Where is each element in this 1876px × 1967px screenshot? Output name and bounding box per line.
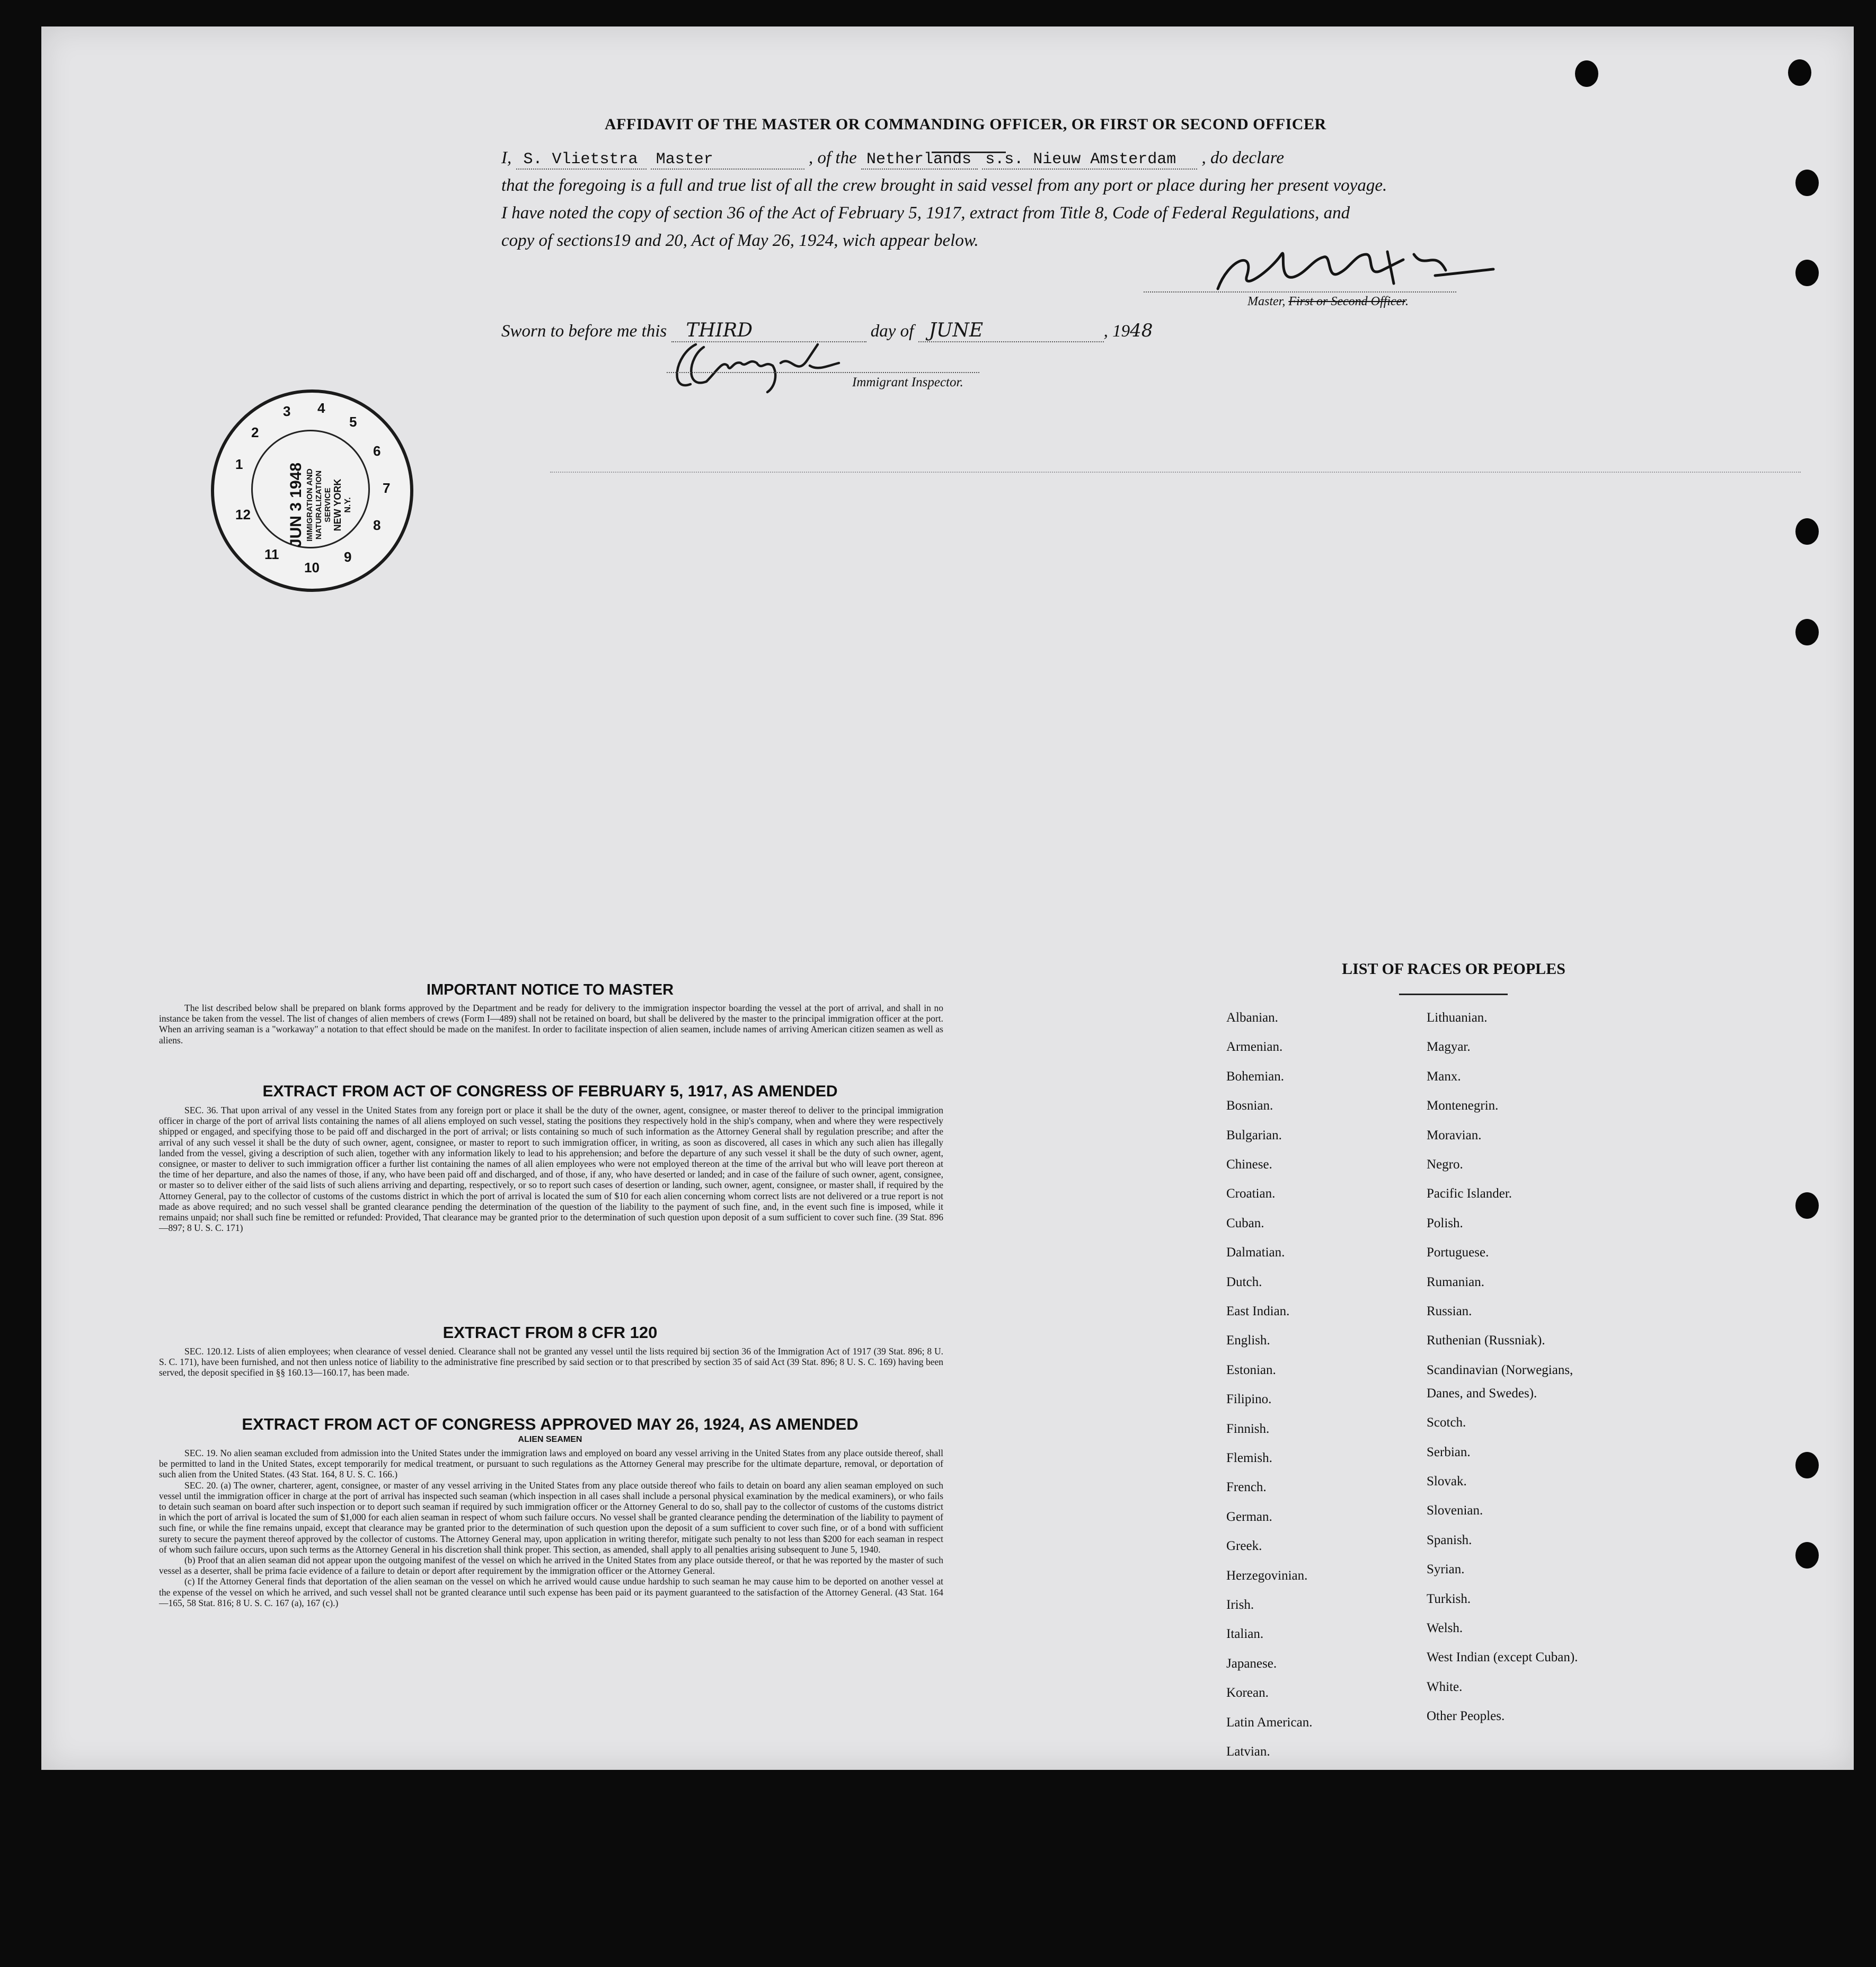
- signature-dotted-line: [1144, 291, 1456, 293]
- race-item: Latin American.: [1226, 1715, 1313, 1730]
- sworn-year-sep: , 19: [1103, 322, 1130, 341]
- caption-struck: First or Second Officer: [1288, 295, 1405, 308]
- sworn-year: 48: [1130, 320, 1153, 341]
- race-item: East Indian.: [1226, 1304, 1290, 1318]
- race-item: Slovenian.: [1427, 1503, 1483, 1518]
- stamp-number: 4: [317, 400, 325, 416]
- race-item: Welsh.: [1427, 1621, 1463, 1635]
- affidavit-line-3: I have noted the copy of section 36 of the Act of February 5, 1917, extract from Title 8, Code of Federal Regulations, and: [501, 203, 1350, 223]
- race-item: French.: [1226, 1480, 1267, 1495]
- notice-title: IMPORTANT NOTICE TO MASTER: [426, 981, 674, 998]
- race-item: Negro.: [1427, 1157, 1463, 1172]
- race-item: Bulgarian.: [1226, 1128, 1282, 1142]
- extract-1924-paragraph: (b) Proof that an alien seaman did not appear upon the outgoing manifest of the vessel on which he arrived in the United States from any place outside thereof, or that he was reported by the master of such vessel as a deserter, shall be prima facie evidence of a failure to detain or deport after requirement by the immigration officer or the Attorney General.: [159, 1555, 943, 1576]
- race-item: Irish.: [1226, 1598, 1254, 1612]
- extract-1924-paragraph: SEC. 20. (a) The owner, charterer, agent, consignee, or master of any vessel arriving in the United States from any place outside thereof who fails to detain on board any alien seaman employed on such vessel until the immigration officer in charge at the port of arrival has inspected such seaman (which inspection in all cases shall include a personal physical examination by the medical examiners), or who fails to detain such seaman on board after such inspection or to deport such seaman if required by such immigration officer or the Attorney General to do so, shall pay to the collector of customs of the customs district in which the port of arrival is located the sum of $1,000 for each alien seaman in respect of whom such failure occurs. No vessel shall be granted clearance pending the determination of the liability to payment of such fine, or while the fine remains unpaid, except that clearance may be granted prior to the determination of such question upon the deposit of a sum sufficient to cover such fine, or of a bond with sufficient surety to secure the payment thereof approved by the collector of customs. The Attorney General may, upon application in writing therefor, mitigate such penalty to not less than $200 for each seaman in respect of whom such failure occurs, upon such terms as the Attorney General in his discretion shall think proper. This section, as amended, shall apply to all penalties arising subsequent to June 5, 1940.: [159, 1479, 943, 1555]
- binder-hole: [1788, 59, 1811, 86]
- race-item: Albanian.: [1226, 1011, 1278, 1025]
- stamp-agency-2: NATURALIZATION: [314, 470, 323, 540]
- stamp-number: 1: [235, 456, 243, 472]
- faint-rule: [550, 472, 1801, 473]
- sworn-day-of: day of: [870, 322, 914, 341]
- affidavit-prefix: I,: [501, 148, 512, 167]
- binder-hole: [1795, 518, 1819, 545]
- vessel-name-field: s.s. Nieuw Amsterdam: [982, 150, 1197, 170]
- race-item: Spanish.: [1427, 1532, 1472, 1547]
- sworn-month-field: JUNE: [918, 320, 1104, 342]
- inspector-dotted-line: [667, 372, 979, 373]
- binder-hole: [1795, 170, 1819, 196]
- stamp-city: NEW YORK: [332, 479, 343, 531]
- race-item: Danes, and Swedes).: [1427, 1386, 1537, 1401]
- binder-hole: [1795, 619, 1819, 645]
- binder-hole: [1795, 1192, 1819, 1219]
- race-item: Armenian.: [1226, 1040, 1283, 1055]
- race-item: Other Peoples.: [1427, 1709, 1505, 1724]
- inspector-signature: [659, 334, 849, 397]
- race-item: Dutch.: [1226, 1274, 1262, 1289]
- race-item: Moravian.: [1427, 1128, 1482, 1142]
- caption-end: .: [1405, 295, 1409, 308]
- race-item: Magyar.: [1427, 1040, 1471, 1055]
- race-item: Ruthenian (Russniak).: [1427, 1333, 1545, 1348]
- race-item: Russian.: [1427, 1304, 1472, 1318]
- caption-master: Master,: [1247, 295, 1286, 308]
- notice-paragraph: The list described below shall be prepared on blank forms approved by the Department and be ready for delivery to the immigration inspector boarding the vessel at the port of arrival, and shall in no instance be taken from the vessel. The list of changes of alien members of crews (Form I—489) shall not be retained on board, but shall be delivered by the master to the principal immigration officer at the port. When an arriving seaman is a "workaway" a notation to that effect should be made on the manifest. In order to facilitate inspection of alien seamen, include names of arriving American citizen seamen as well as aliens.: [159, 1003, 943, 1045]
- race-item: Latvian.: [1226, 1744, 1270, 1759]
- affidavit-of-the: , of the: [809, 148, 857, 167]
- binder-hole: [1795, 1452, 1819, 1478]
- stamp-number: 9: [344, 549, 352, 565]
- race-item: Chinese.: [1226, 1157, 1272, 1172]
- affidavit-line-4: copy of sections19 and 20, Act of May 26, 1924, wich appear below.: [501, 231, 979, 250]
- stamp-number: 7: [383, 480, 391, 496]
- stamp-date: JUN 3 1948: [287, 462, 305, 548]
- extract-1917-paragraph: SEC. 36. That upon arrival of any vessel in the United States from any foreign port or place it shall be the duty of the owner, agent, consignee, or master thereof to deliver to the principal immigration officer in charge of the port of arrival lists containing the names of all aliens employed on such vessel, stating the positions they respectively hold in the ship's company, when and where they were respectively shipped or engaged, and specifying those to be paid off and discharged in the port of arrival; or lists containing so much of such information as the Attorney General shall by regulation prescribe; and after the arrival of any such vessel it shall be the duty of such owner, agent, consignee, or master to report to such immigration officer, in writing, as soon as discovered, all cases in which any such alien has illegally landed from the vessel, giving a description of such alien, together with any information likely to lead to his apprehension; and before the departure of any such vessel it shall be the duty of such owner, agent, consignee, or master to deliver to such immigration officer a further list containing the names of all alien employees who were not employed thereon at the time of the arrival but who will leave port thereon at the time of her departure, and also the names of those, if any, who have been paid off and discharged, and of those, if any, who have deserted or landed; and in case of the failure of such owner, agent, consignee, or master so to deliver either of the said lists of such aliens arriving and departing, respectively, or so to report such cases of desertion or landing, such owner, agent, consignee, or master shall, if required by the Attorney General, pay to the collector of customs of the customs district in which the port of arrival is located the sum of $10 for each alien concerning whom correct lists are not delivered or a true report is not made as above required; and no such vessel shall be granted clearance pending the determination of the question of the liability to the payment of such fine, and, in the event such fine is imposed, while it remains unpaid; nor shall such fine be remitted or refunded: Provided, That clearance may be granted prior to the determination of such question upon deposit of a sum sufficient to cover such fine. (39 Stat. 896—897; 8 U. S. C. 171): [159, 1105, 943, 1234]
- race-item: Bohemian.: [1226, 1069, 1285, 1084]
- binder-hole: [1795, 260, 1819, 286]
- race-item: Syrian.: [1427, 1562, 1465, 1577]
- stamp-state: N.Y.: [343, 497, 352, 513]
- race-item: Turkish.: [1427, 1591, 1471, 1606]
- race-item: Croatian.: [1226, 1186, 1276, 1201]
- stamp-number: 10: [304, 560, 320, 575]
- stamp-number: 12: [235, 507, 251, 522]
- race-item: Italian.: [1226, 1627, 1264, 1642]
- extract-1924-paragraph: (c) If the Attorney General finds that deportation of the alien seaman on the vessel on which he arrived would cause undue hardship to such seaman he may cause him to be deported on another vessel at the expense of the vessel on which he arrived, and such vessel shall not be granted clearance until such expense has been paid or its payment guaranteed to the satisfaction of the Attorney General. (43 Stat. 164—165, 58 Stat. 816; 8 U. S. C. 167 (a), 167 (c).): [159, 1576, 943, 1608]
- race-item: Montenegrin.: [1427, 1098, 1499, 1113]
- race-item: Portuguese.: [1427, 1245, 1489, 1260]
- extract-1924-title: EXTRACT FROM ACT OF CONGRESS APPROVED MAY 26, 1924, AS AMENDED: [242, 1415, 859, 1433]
- binder-hole: [1795, 1542, 1819, 1569]
- race-item: Finnish.: [1226, 1421, 1270, 1436]
- race-item: Flemish.: [1226, 1451, 1272, 1465]
- affidavit-line-2: that the foregoing is a full and true list of all the crew brought in said vessel from any port or place during her present voyage.: [501, 176, 1387, 195]
- affidavit-suffix: , do declare: [1201, 148, 1284, 167]
- race-item: Estonian.: [1226, 1362, 1276, 1377]
- stamp-text-block: [287, 449, 353, 561]
- race-item: Rumanian.: [1427, 1274, 1485, 1289]
- stamp-number: 5: [349, 414, 357, 430]
- extract-1917-title: EXTRACT FROM ACT OF CONGRESS OF FEBRUARY 5, 1917, AS AMENDED: [262, 1083, 838, 1100]
- race-item: Greek.: [1226, 1539, 1262, 1554]
- stamp-agency-1: IMMIGRATION AND: [305, 468, 314, 542]
- extract-1917-text: [159, 1105, 943, 1233]
- extract-1924-paragraph: SEC. 19. No alien seaman excluded from admission into the United States under the immigration laws and employed on board any vessel arriving in the United States from any place outside thereof, shall be permitted to land in the United States, except temporarily for medical treatment, or pursuant to such regulations as the Attorney General may prescribe for the ultimate departure, removal, or deportation of such alien from the United States. (43 Stat. 164, 8 U. S. C. 166.): [159, 1448, 943, 1480]
- race-item: German.: [1226, 1509, 1272, 1524]
- immigration-stamp: [211, 389, 413, 592]
- race-item: Scotch.: [1427, 1415, 1466, 1430]
- sworn-prefix: Sworn to before me this: [501, 322, 667, 341]
- race-item: Filipino.: [1226, 1392, 1272, 1407]
- affidavit-line-1: [501, 148, 1284, 170]
- race-item: Manx.: [1427, 1069, 1461, 1084]
- race-item: English.: [1226, 1333, 1270, 1348]
- stamp-number: 6: [373, 443, 381, 459]
- race-item: Slovak.: [1427, 1474, 1467, 1488]
- race-item: White.: [1427, 1679, 1463, 1694]
- extract-cfr-paragraph: SEC. 120.12. Lists of alien employees; when clearance of vessel denied. Clearance shall not be granted any vessel until the lists required bij section 36 of the Immigration Act of 1917 (39 Stat. 896; 8 U. S. C. 171), have been furnished, and not then unless notice of liability to the administrative fine prescribed by said section or to that prescribed by section 35 of said Act (39 Stat. 896; 8 U. S. C. 169) having been served, the deposit specified in §§ 160.13—160.17, has been made.: [159, 1346, 943, 1378]
- stamp-agency-3: SERVICE: [323, 488, 332, 522]
- signature-caption: [1247, 295, 1409, 309]
- document-page: [41, 26, 1854, 1770]
- race-item: Lithuanian.: [1427, 1011, 1488, 1025]
- stamp-number: 3: [283, 403, 291, 419]
- race-item: Herzegovinian.: [1226, 1568, 1308, 1583]
- nationality-field: Netherlands: [861, 150, 978, 170]
- extract-cfr-title: EXTRACT FROM 8 CFR 120: [443, 1323, 658, 1342]
- stamp-number: 11: [264, 546, 279, 562]
- affidavit-title: AFFIDAVIT OF THE MASTER OR COMMANDING OFFICER, OR FIRST OR SECOND OFFICER: [605, 116, 1326, 133]
- race-item: Scandinavian (Norwegians,: [1427, 1362, 1573, 1377]
- race-item: Korean.: [1226, 1686, 1269, 1700]
- master-rank-field: Master: [651, 150, 804, 170]
- races-title: LIST OF RACES OR PEOPLES: [1342, 960, 1565, 978]
- stamp-number: 2: [251, 424, 259, 440]
- inspector-caption: Immigrant Inspector.: [852, 375, 963, 389]
- binder-hole: [1575, 60, 1598, 87]
- race-item: Polish.: [1427, 1216, 1463, 1230]
- master-name-field: S. Vlietstra: [516, 150, 647, 170]
- race-item: Japanese.: [1226, 1656, 1277, 1671]
- notice-text: [159, 1003, 943, 1045]
- stamp-number: 8: [373, 517, 381, 533]
- race-item: Cuban.: [1226, 1216, 1264, 1230]
- race-item: Bosnian.: [1226, 1098, 1273, 1113]
- races-title-rule: [1399, 994, 1508, 995]
- extract-cfr-text: [159, 1346, 943, 1378]
- sworn-day-field: THIRD: [671, 320, 866, 342]
- race-item: West Indian (except Cuban).: [1427, 1650, 1578, 1665]
- race-item: Pacific Islander.: [1427, 1186, 1512, 1201]
- master-signature: [1197, 238, 1499, 302]
- extract-1924-subtitle: ALIEN SEAMEN: [518, 1435, 582, 1444]
- extract-1924-text: [159, 1448, 943, 1608]
- race-item: Serbian.: [1427, 1445, 1471, 1459]
- race-item: Dalmatian.: [1226, 1245, 1285, 1260]
